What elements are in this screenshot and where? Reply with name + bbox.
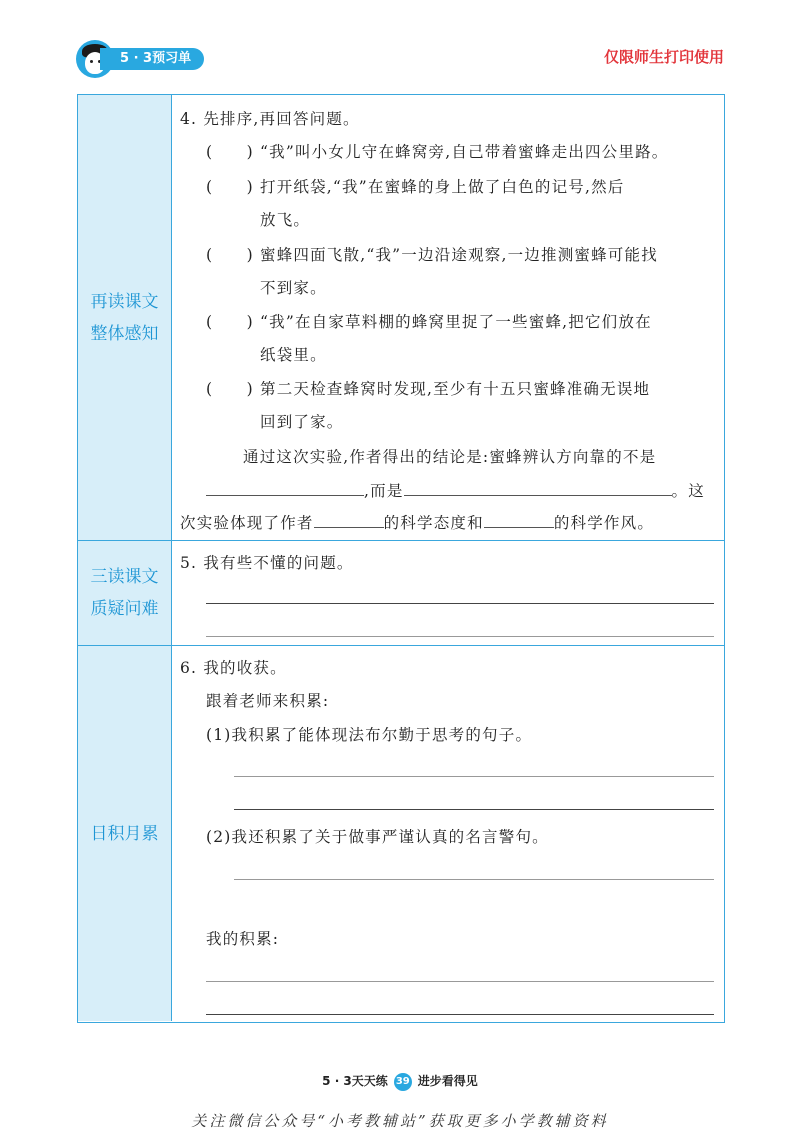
answer-blank[interactable]: [484, 513, 554, 528]
worksheet-table: [77, 94, 725, 1023]
answer-blank[interactable]: [404, 481, 672, 496]
order-item-3-cont: 不到家。: [260, 279, 327, 297]
section-subtitle: 质疑问难: [90, 599, 159, 619]
order-paren[interactable]: ( ): [206, 313, 254, 331]
order-item-4-cont: 纸袋里。: [260, 346, 327, 364]
order-item-5: 第二天检查蜂窝时发现,至少有十五只蜜蜂准确无误地: [260, 380, 651, 398]
section-subtitle: 整体感知: [90, 323, 159, 344]
answer-blank[interactable]: [314, 513, 384, 528]
question-5-title: 5. 我有些不懂的问题。: [180, 554, 354, 572]
section-title: 日积月累: [90, 823, 159, 844]
order-item-5-cont: 回到了家。: [260, 413, 344, 431]
page-number: 39: [394, 1073, 412, 1091]
order-paren[interactable]: ( ): [206, 178, 254, 196]
brand-badge: 5 · 3预习单: [100, 48, 204, 70]
conclusion-connector: ,而是: [364, 482, 404, 500]
accumulate-item-2: (2)我还积累了关于做事严谨认真的名言警句。: [206, 828, 549, 846]
order-item-2-cont: 放飞。: [260, 211, 311, 229]
conclusion-line-1: 通过这次实验,作者得出的结论是:蜜蜂辨认方向靠的不是: [243, 448, 657, 466]
order-item-1: “我”叫小女儿守在蜂窝旁,自己带着蜜蜂走出四公里路。: [260, 143, 669, 161]
order-item-2: 打开纸袋,“我”在蜜蜂的身上做了白色的记号,然后: [260, 178, 625, 196]
order-item-4: “我”在自家草料棚的蜂窝里捉了一些蜜蜂,把它们放在: [260, 313, 652, 331]
conclusion-line-2: [206, 479, 705, 501]
conclusion-text: 的科学态度和: [383, 514, 484, 532]
order-paren[interactable]: ( ): [206, 246, 254, 264]
answer-line[interactable]: [206, 1014, 714, 1015]
my-accumulation-label: 我的积累:: [206, 930, 280, 948]
conclusion-text: 的科学作风。: [553, 514, 655, 532]
order-item-3: 蜜蜂四面飞散,“我”一边沿途观察,一边推测蜜蜂可能找: [260, 246, 658, 264]
conclusion-end: 。这: [671, 482, 705, 500]
footer-series: 5 · 3天天练: [322, 1074, 388, 1088]
answer-line[interactable]: [234, 776, 714, 777]
conclusion-line-3: [180, 511, 654, 533]
accumulate-item-1: (1)我积累了能体现法布尔勤于思考的句子。: [206, 726, 533, 744]
order-paren[interactable]: ( ): [206, 380, 254, 398]
answer-blank[interactable]: [206, 481, 364, 496]
answer-line[interactable]: [206, 603, 714, 604]
row-divider: [78, 645, 724, 646]
answer-line[interactable]: [234, 879, 714, 880]
question-6-title: 6. 我的收获。: [180, 659, 287, 677]
footer-slogan: 进步看得见: [417, 1074, 478, 1088]
conclusion-text: 次实验体现了作者: [180, 514, 314, 532]
question-4-title: 4. 先排序,再回答问题。: [180, 110, 360, 128]
section-title: 再读课文: [90, 291, 159, 312]
answer-line[interactable]: [234, 809, 714, 810]
accumulate-intro: 跟着老师来积累:: [206, 692, 330, 710]
answer-line[interactable]: [206, 981, 714, 982]
section-title: 三读课文: [90, 567, 159, 587]
print-notice: 仅限师生打印使用: [603, 48, 724, 66]
watermark-text: 关注微信公众号“小考教辅站”获取更多小学教辅资料: [191, 1112, 609, 1130]
section-label-overview: [78, 95, 172, 540]
order-paren[interactable]: ( ): [206, 143, 254, 161]
section-label-questions: [78, 541, 172, 645]
page-footer: [0, 1072, 800, 1091]
row-divider: [78, 540, 724, 541]
section-label-accumulation: [78, 646, 172, 1021]
answer-line[interactable]: [206, 636, 714, 637]
